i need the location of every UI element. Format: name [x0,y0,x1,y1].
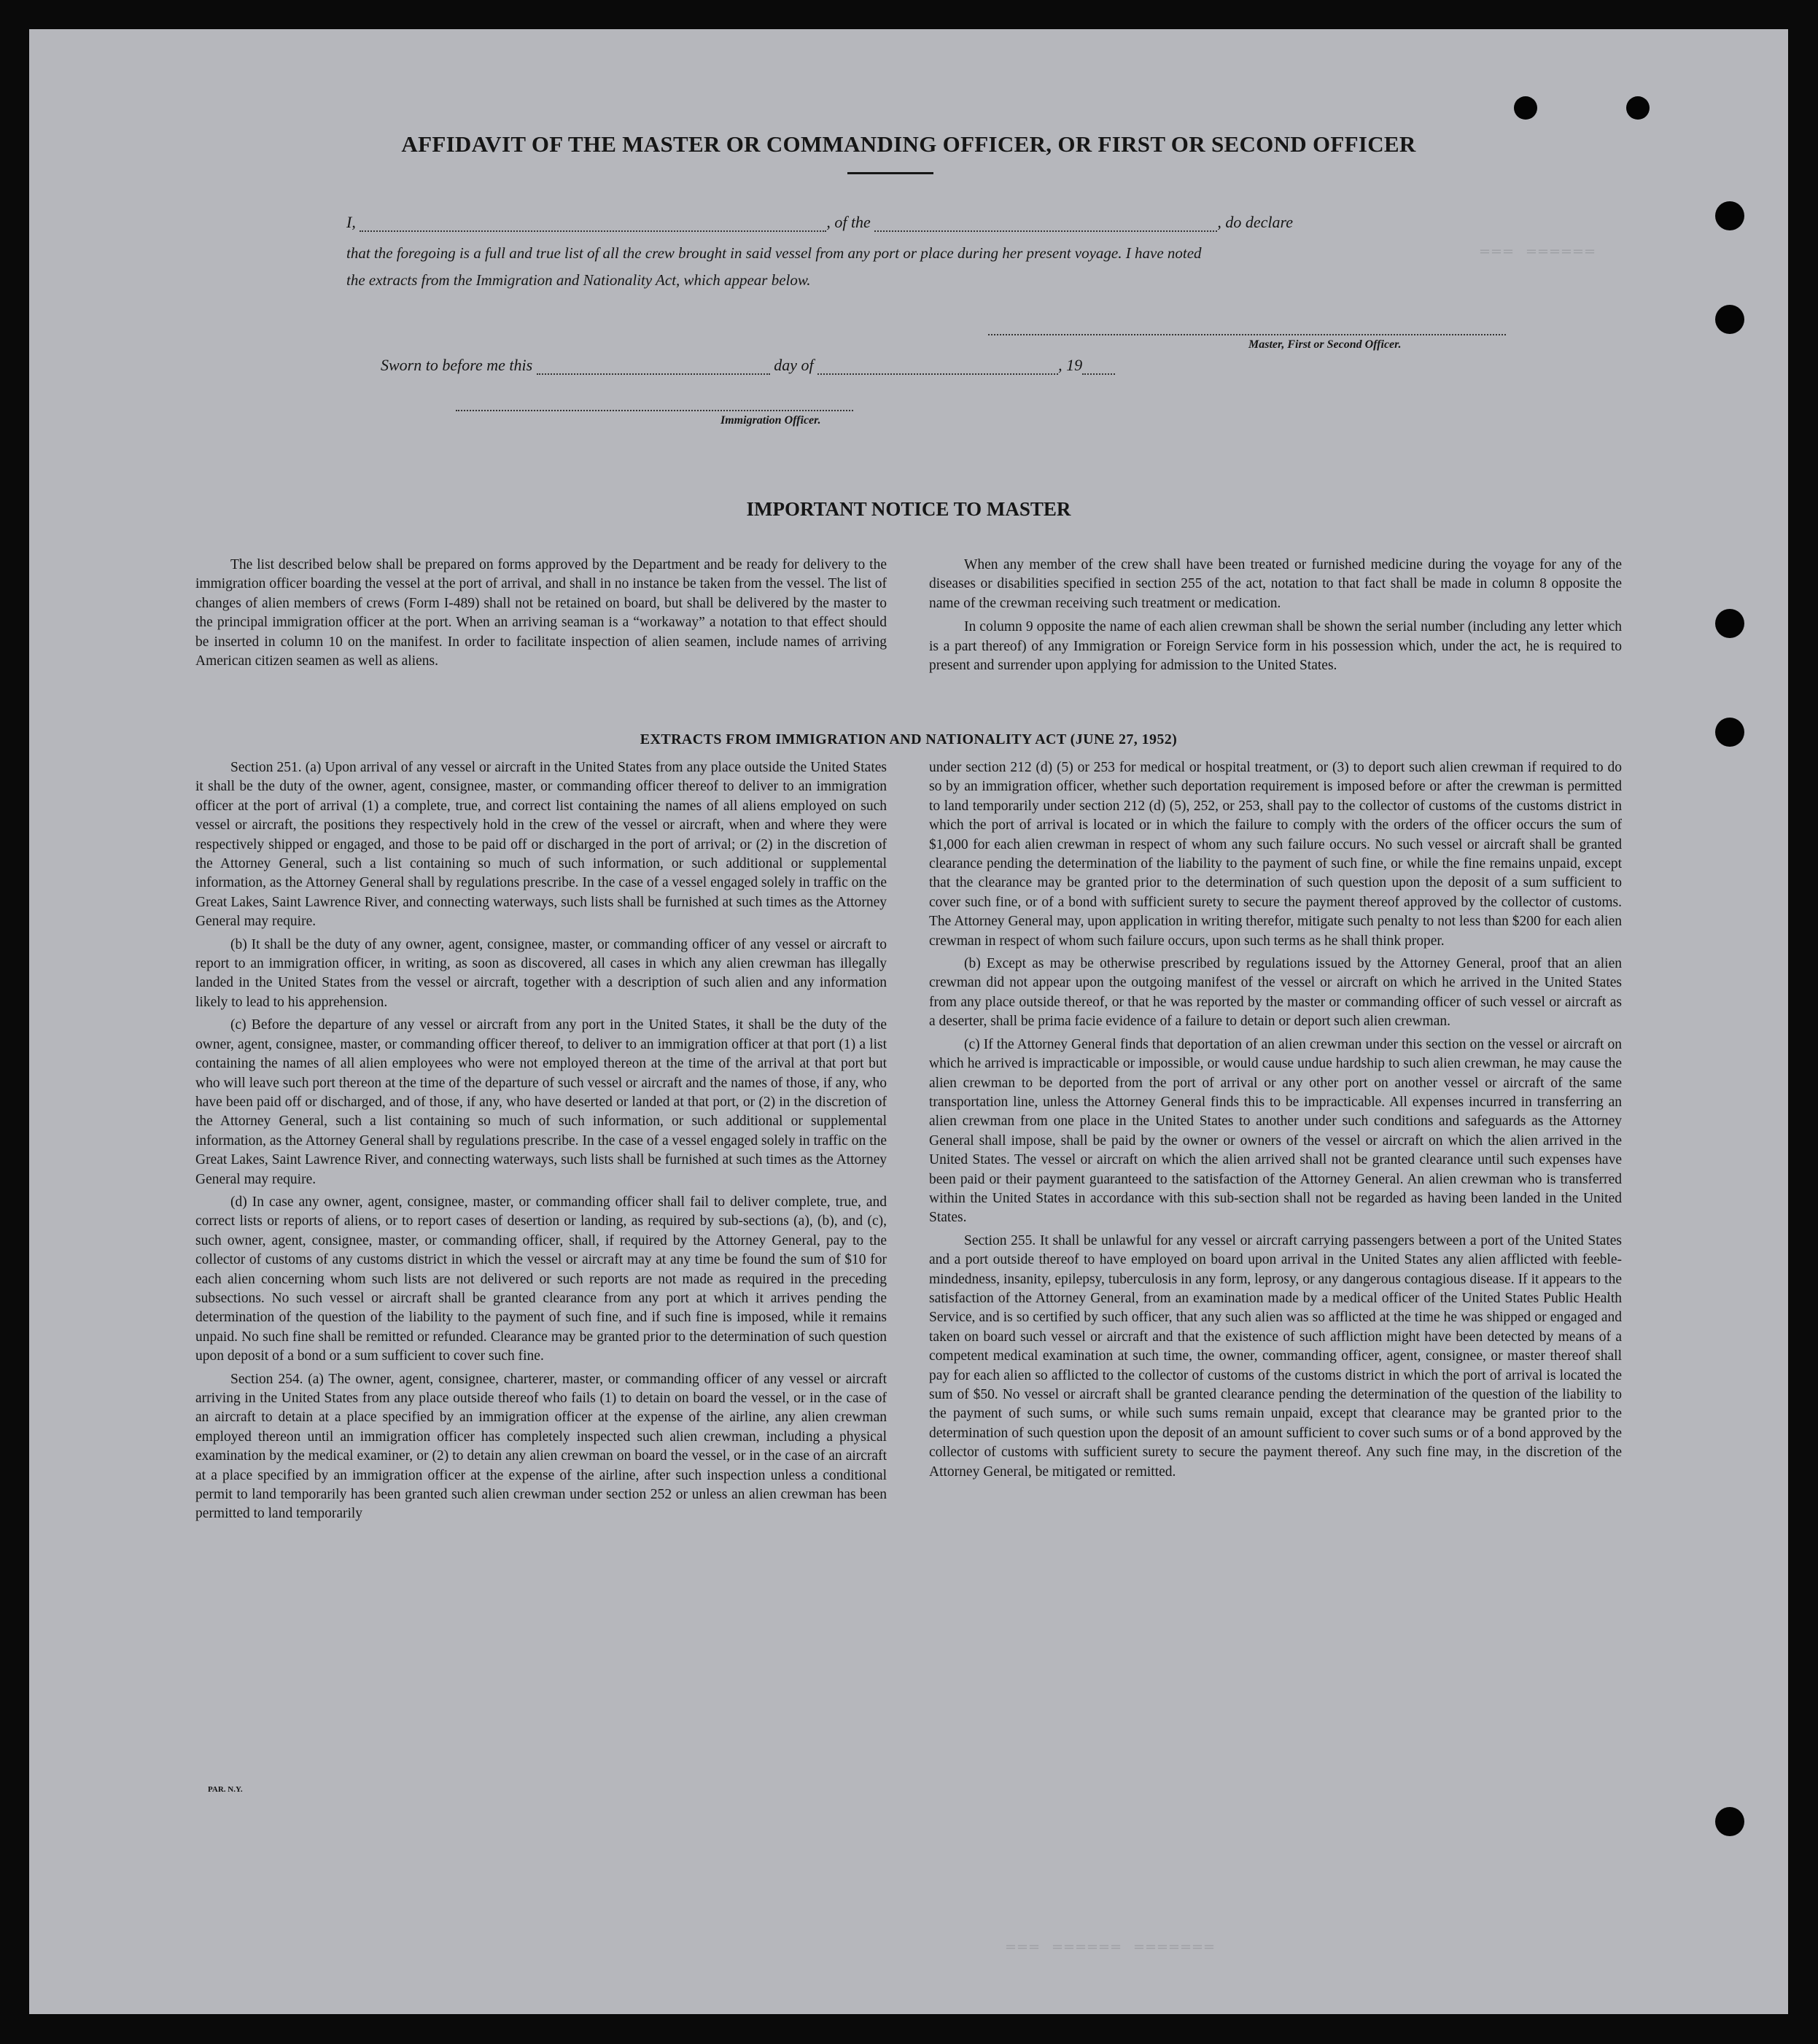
immigration-officer-label: Immigration Officer. [720,414,821,427]
declaration-text-1: that the foregoing is a full and true list of all the crew brought in said vessel from any port or place during her present voyage. I have noted [346,244,1202,262]
day-of-label: day of [774,356,814,374]
section-251-c: (c) Before the departure of any vessel or aircraft from any port in the United States, it shall be the duty of the owner, agent, consignee, master, or commanding officer thereof, to deliver to an immigration officer at that port (1) a list containing the names of all alien employees who were not employed thereon at the time of the arrival at that port but who will leave such port thereon at the time of the departure of such vessel or aircraft and the names of those, if any, who have been paid off or discharged, and of those, if any, who have deserted or landed at that port, or (2) in the discretion of the Attorney General, such a list containing so much of such information, or such additional or supplemental information, as the Attorney General shall by regulations prescribe. In the case of a vessel engaged solely in traffic on the Great Lakes, Saint Lawrence River, and connecting waterways, such lists shall be furnished at such times as the Attorney General may require. [195,1017,887,1187]
notice-title: IMPORTANT NOTICE TO MASTER [746,498,1071,520]
section-251-d: (d) In case any owner, agent, consignee, master, or commanding officer shall fail to deliver complete, true, and correct lists or reports of aliens, or to report cases of desertion or landing, as required by sub-sections (a), (b), and (c), such owner, agent, consignee, master, or commanding officer, shall, if required by the Attorney General, pay to the collector of customs of any customs district in which the vessel or aircraft may at any time be found the sum of $10 for each alien concerning whom such lists are not delivered or such reports are not made as required in the preceding subsections. No such vessel or aircraft shall be granted clearance from any port at which it arrives pending the determination of the question of the liability to the payment of such fine, and if such fine is imposed, while it remains unpaid. No such fine shall be remitted or refunded. Clearance may be granted prior to the determination of such question upon deposit of a bond or a sum sufficient to cover such fine. [195,1194,887,1364]
master-signature-line[interactable] [988,334,1506,335]
master-signature-label: Master, First or Second Officer. [1248,338,1402,351]
extracts-left-column [195,758,887,1528]
sworn-month-field[interactable] [817,363,1058,375]
punch-hole [1715,305,1744,334]
extracts-right-column [929,758,1622,1485]
i-label: I, [346,213,356,231]
notice-left-paragraph: The list described below shall be prepared on forms approved by the Department and be ready for delivery to the immigration officer boarding the vessel at the port of arrival, and shall in no instance be taken from the vessel. The list of changes of alien members of crews (Form I-489) shall not be retained on board, but shall be delivered by the master to the principal immigration officer at the port. When an arriving seaman is a “workaway” a notation to that effect should be inserted in column 10 on the manifest. In order to facilitate inspection of alien seamen, include names of arriving American citizen seamen as well as aliens. [195,557,887,669]
extracts-title: EXTRACTS FROM IMMIGRATION AND NATIONALITY ACT (JUNE 27, 1952) [640,731,1178,747]
notice-right-paragraph-1: When any member of the crew shall have been treated or furnished medicine during the voyage for any of the diseases or disabilities specified in section 255 of the act, notation to that fact shall be made in column 8 opposite the name of the crewman receiving such treatment or medication. [929,557,1622,611]
declaration-fill-line [346,213,1506,232]
punch-hole [1715,201,1744,230]
notice-right-paragraph-2: In column 9 opposite the name of each alien crewman shall be shown the serial number (including any letter which is a part thereof) of any Immigration or Foreign Service form in his possession which, under the act, he is required to present and surrender upon applying for admission to the United States. [929,619,1622,674]
of-the-label: , of the [826,213,871,231]
punch-hole [1626,96,1650,120]
section-254-a-continued: under section 212 (d) (5) or 253 for medical or hospital treatment, or (3) to deport such alien crewman if required to do so by an immigration officer, whether such deportation requirement is imposed before or after the crewman is permitted to land temporarily under section 212 (d) (5), 252, or 253, shall pay to the collector of customs of the customs district in which the port of arrival is located or in which the failure to comply with the orders of the officer occurs the sum of $1,000 for each alien crewman in respect of whom any such failure occurs. No such vessel or aircraft shall be granted clearance pending the determination of the liability to the payment of such fine, or while the fine remains unpaid, except that the clearance may be granted prior to the determination of such question upon the deposit of a sum sufficient to cover such fine, or of a bond with sufficient surety to secure the payment thereof approved by the collector of customs. The Attorney General may, upon application in writing therefor, mitigate such penalty to not less than $200 for each alien crewman in respect of whom such failure occurs, upon such terms as he shall think proper. [929,760,1622,949]
section-254-b: (b) Except as may be otherwise prescribed by regulations issued by the Attorney General, proof that an alien crewman did not appear upon the outgoing manifest of the vessel or aircraft on which he arrived in the United States from any place outside thereof, or that he was reported by the master or commanding officer of such vessel or aircraft as a deserter, shall be prima facie evidence of a failure to detain or deport such alien crewman. [929,956,1622,1030]
section-255: Section 255. It shall be unlawful for any vessel or aircraft carrying passengers between a port of the United States and a port outside thereof to have employed on board upon arrival in the United States any alien afflicted with feeble-mindedness, insanity, epilepsy, tuberculosis in any form, leprosy, or any dangerous contagious disease. If it appears to the satisfaction of the Attorney General, from an examination made by a medical officer of the United States Public Health Service, and is so certified by such officer, that any such alien was so afflicted at the time he was shipped or engaged and taken on board such vessel or aircraft and that the existence of such affliction might have been detected by means of a competent medical examination at such time, the owner, commanding officer, agent, consignee, or master thereof shall pay for each alien so afflicted to the collector of customs of the customs district in which the port of arrival is located the sum of $50. No vessel or aircraft shall be granted clearance pending the determination of the question of the liability to the payment of such sums, or while such sums remain unpaid, except that clearance may be granted prior to the determination of such question upon the deposit of an amount sufficient to cover such sums or of a bond approved by the collector of customs with sufficient surety to secure the payment thereof. Any such fine may, in the discretion of the Attorney General, be mitigated or remitted. [929,1232,1622,1480]
section-251-a: Section 251. (a) Upon arrival of any vessel or aircraft in the United States from any place outside the United States it shall be the duty of the owner, agent, consignee, master, or commanding officer thereof to deliver to an immigration officer at the port of arrival (1) a complete, true, and correct list containing the names of all aliens employed on such vessel or aircraft, the positions they respectively hold in the crew of the vessel or aircraft, when and where they were respectively shipped or engaged, and those to be paid off or discharged in the port of arrival; or (2) in the discretion of the Attorney General, such a list containing so much of such information, or such additional or supplemental information, as the Attorney General shall by regulations prescribe. In the case of a vessel engaged solely in traffic on the Great Lakes, Saint Lawrence River, and connecting waterways, such lists shall be furnished at such times as the Attorney General may require. [195,760,887,930]
do-declare-label: , do declare [1217,213,1293,231]
sworn-day-field[interactable] [537,363,770,375]
document-sheet [29,29,1788,2014]
immigration-officer-signature-line[interactable] [456,410,853,411]
bleed-through: ═══ ══════ [1480,244,1598,261]
section-254-c: (c) If the Attorney General finds that deportation of an alien crewman under this section on the vessel or aircraft on which he arrived is impracticable or impossible, or would cause undue hardship to such alien crewman, he may cause the alien crewman to be deported from the port of arrival or any other port on another vessel or aircraft of the same transportation line, unless the Attorney General finds this to be impracticable. All expenses incurred in transferring an alien crewman from one place in the United States to another under such conditions and safeguards as the Attorney General shall impose, shall be paid by the owner or owners of the vessel or aircraft on which the alien arrived in the United States. The vessel or aircraft on which the alien arrived shall not be granted clearance until such expenses have been paid or their payment guaranteed to the satisfaction of the Attorney General. An alien crewman who is transferred within the United States in accordance with this sub-section shall not be regarded as having been landed in the United States. [929,1036,1622,1226]
bleed-through: ═══ ══════ ═══════ [1006,1940,1217,1956]
punch-hole [1514,96,1537,120]
year-label: , 19 [1058,356,1083,374]
sworn-year-field[interactable] [1082,363,1115,375]
vessel-field[interactable] [874,220,1217,232]
punch-hole [1715,609,1744,638]
section-254-a: Section 254. (a) The owner, agent, consignee, charterer, master, or commanding officer of any vessel or aircraft arriving in the United States from any place outside thereof who fails (1) to detain on board the vessel, or in the case of an aircraft to detain at a place specified by an immigration officer at the expense of the airline, any alien crewman employed thereon until an immigration officer has completely inspected such alien crewman, including a physical examination by the medical examiner, or (2) to detain any alien crewman on board the vessel, or in the case of an aircraft at a place specified by an immigration officer at the expense of the airline, after such inspection unless a conditional permit to land temporarily has been granted such alien crewman under section 252 or unless an alien crewman has been permitted to land temporarily [195,1371,887,1522]
sworn-line [381,356,1540,375]
name-field[interactable] [360,220,826,232]
section-251-b: (b) It shall be the duty of any owner, agent, consignee, master, or commanding officer of any vessel or aircraft to report to an immigration officer, in writing, as soon as discovered, all cases in which any alien crewman has illegally landed in the United States from the vessel or aircraft, together with a description of such alien and any information likely to lead to his apprehension. [195,936,887,1010]
notice-left-column [195,556,887,675]
punch-hole [1715,1807,1744,1836]
sworn-label: Sworn to before me this [381,356,533,374]
affidavit-title: AFFIDAVIT OF THE MASTER OR COMMANDING OFFICER, OR FIRST OR SECOND OFFICER [401,131,1416,157]
title-divider [847,172,933,174]
declaration-text-2: the extracts from the Immigration and Nationality Act, which appear below. [346,271,811,289]
printer-mark: PAR. N.Y. [208,1785,243,1794]
notice-right-column [929,556,1622,679]
